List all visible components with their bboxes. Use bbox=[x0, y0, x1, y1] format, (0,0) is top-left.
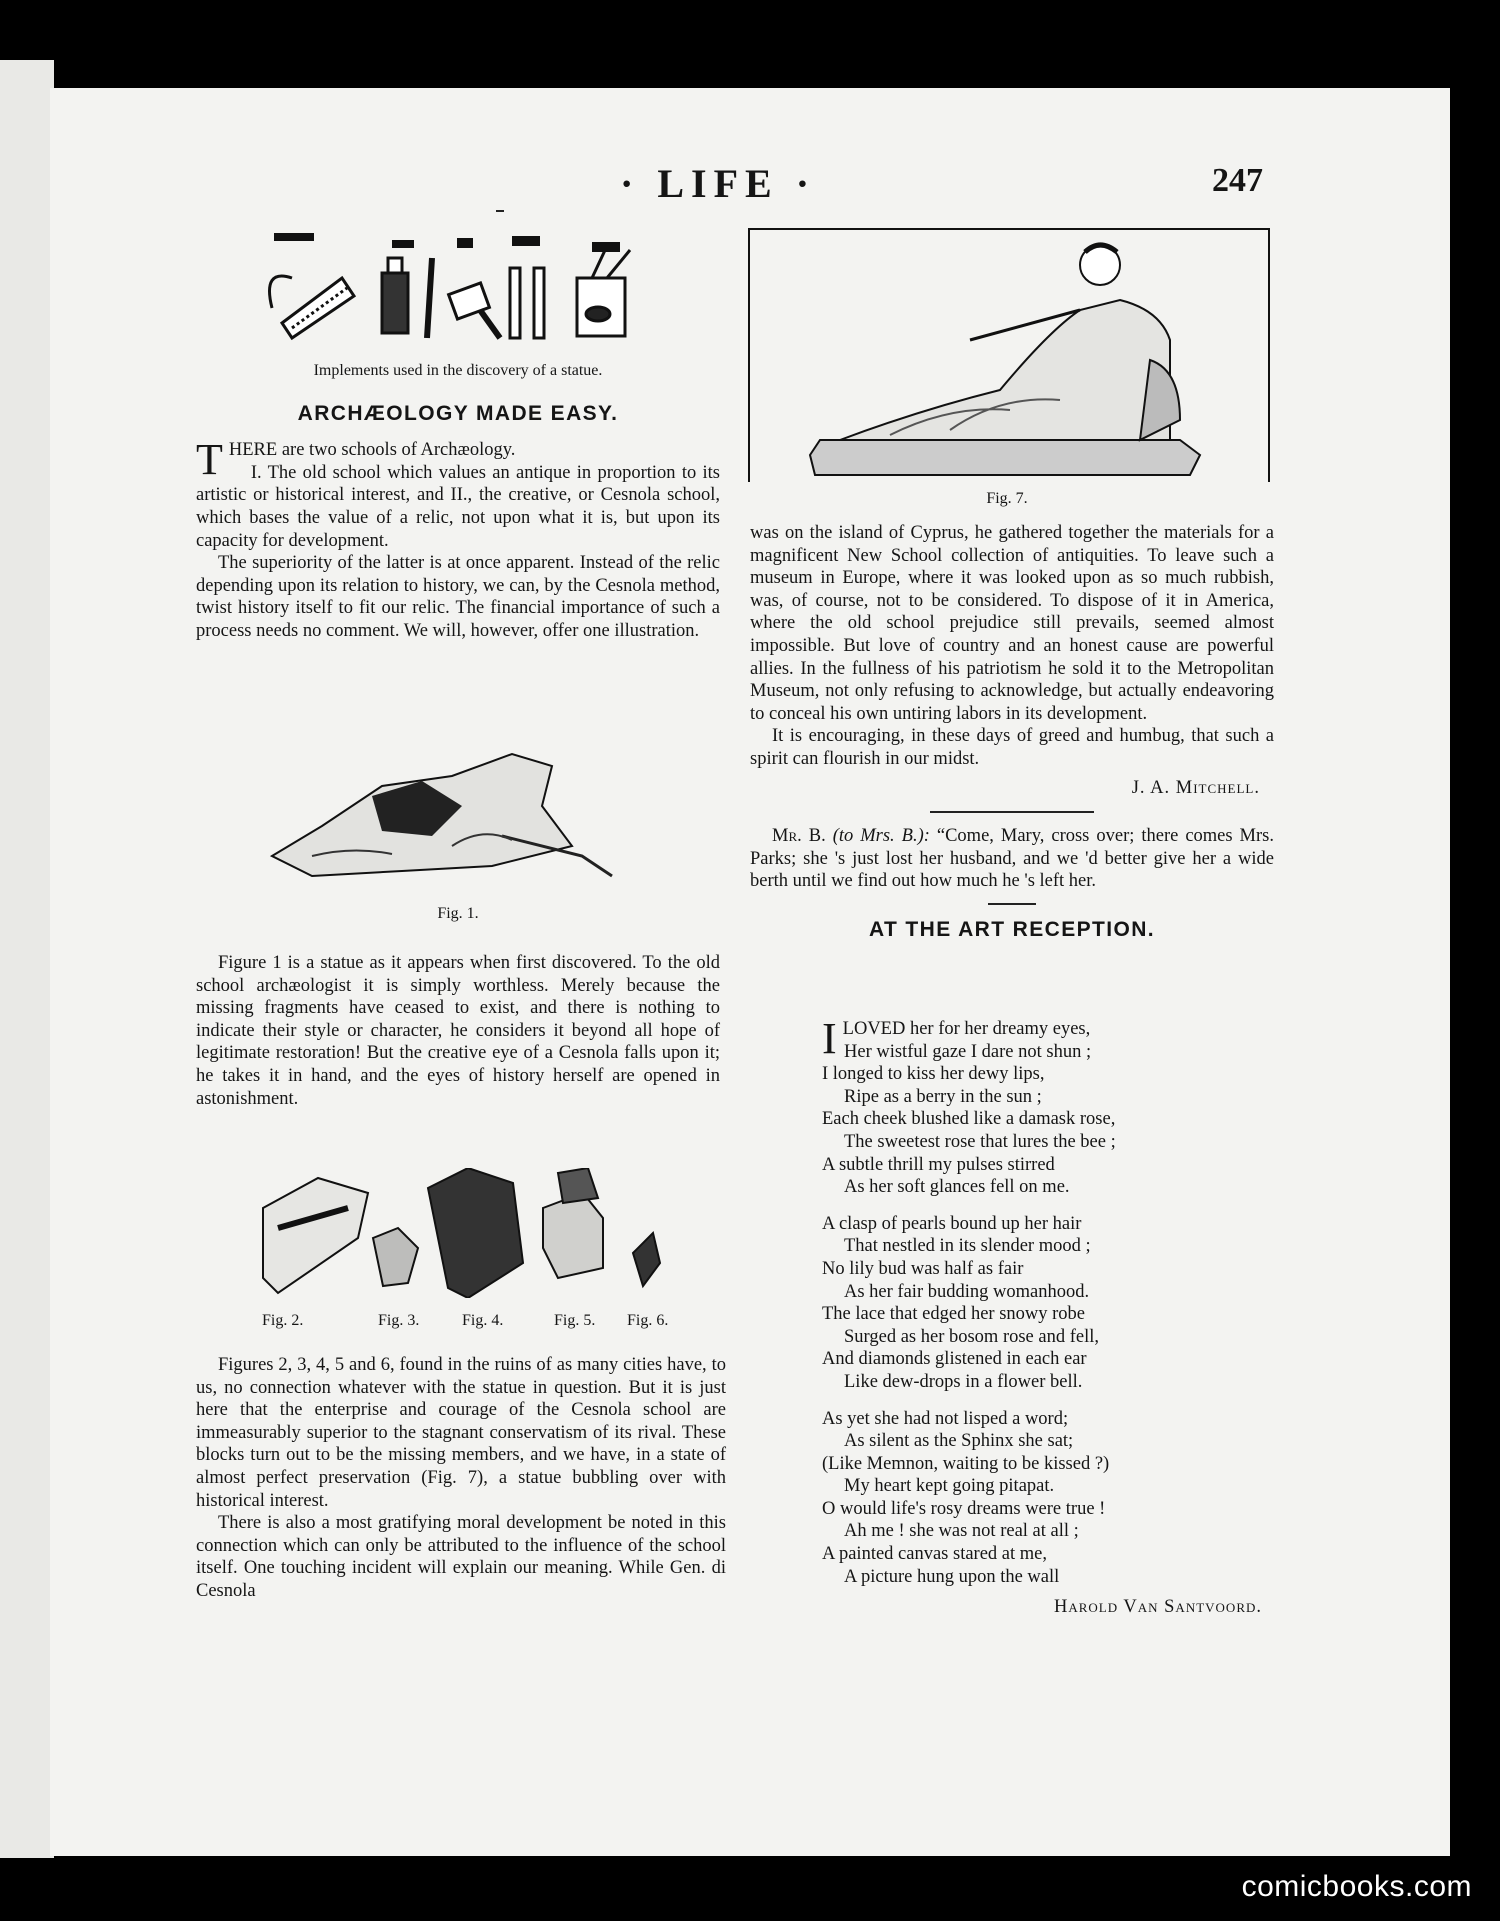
section-rule-short bbox=[988, 903, 1036, 905]
intro-paragraph: THERE are two schools of Archæology. bbox=[196, 435, 516, 485]
implements-caption: Implements used in the discovery of a statue. bbox=[313, 362, 603, 379]
paragraph-schools: I. The old school which values an antique in proportion to its artistic or historical interest, and II., the creative, or Cesnola school, which bases the value of a relic, not upon what it is, but upon its capacity for development. bbox=[196, 462, 720, 551]
poem-line: Ah me ! she was not real at all ; bbox=[844, 1521, 1079, 1542]
poem-line: As her soft glances fell on me. bbox=[844, 1177, 1070, 1198]
fig-1-relic-illustration bbox=[252, 736, 672, 896]
left-column bbox=[196, 360, 720, 643]
poem-line: The lace that edged her snowy robe bbox=[822, 1304, 1086, 1325]
section-rule bbox=[930, 811, 1094, 813]
poem-line: And diamonds glistened in each ear bbox=[822, 1349, 1087, 1370]
watermark: comicbooks.com bbox=[1241, 1870, 1472, 1903]
page-number: 247 bbox=[1212, 162, 1263, 199]
left-column-bottom bbox=[196, 1354, 726, 1603]
fig-1-caption: Fig. 1. bbox=[437, 905, 479, 922]
poem-drop-cap: I bbox=[822, 1014, 837, 1063]
fig-7-caption: Fig. 7. bbox=[986, 490, 1028, 507]
article-heading: ARCHÆOLOGY MADE EASY. bbox=[297, 401, 619, 425]
poem-line: That nestled in its slender mood ; bbox=[844, 1236, 1091, 1257]
poem-line: A painted canvas stared at me, bbox=[822, 1544, 1047, 1565]
poem-line: A picture hung upon the wall bbox=[844, 1566, 1060, 1587]
poem bbox=[822, 1014, 1262, 1619]
poem-line: O would life's rosy dreams were true ! bbox=[822, 1498, 1106, 1519]
fig-7-statue-illustration bbox=[800, 240, 1220, 480]
poem-line: As her fair budding womanhood. bbox=[844, 1281, 1090, 1302]
running-head-title: · LIFE · bbox=[620, 161, 817, 206]
fig-6-caption: Fig. 6. bbox=[627, 1312, 669, 1329]
poem-line: The sweetest rose that lures the bee ; bbox=[844, 1131, 1116, 1152]
poem-line: Each cheek blushed like a damask rose, bbox=[822, 1109, 1116, 1130]
poem-line: A clasp of pearls bound up her hair bbox=[822, 1213, 1082, 1234]
drop-cap: T bbox=[196, 435, 223, 485]
paragraph-figure-one: Figure 1 is a statue as it appears when first discovered. To the old school archæologist it is simply worthless. Merely because the missing fragments have ceased to exist, and there is nothing to indicate their style or character, he considers it beyond all hope of legitimate restoration! But the creative eye of a Cesnola falls upon it; he takes it in hand, and the eyes of history herself are opened in astonishment. bbox=[196, 953, 720, 1109]
left-column-middle bbox=[196, 952, 720, 1110]
poem-stanza bbox=[822, 1014, 1262, 1199]
poem-line: Ripe as a berry in the sun ; bbox=[844, 1086, 1042, 1107]
page-gutter bbox=[0, 60, 54, 1860]
signature-van-santvoord: Harold Van Santvoord. bbox=[1053, 1597, 1262, 1618]
poem-line: ILOVED her for her dreamy eyes, bbox=[822, 1014, 1091, 1063]
figs-2-to-6-illustration bbox=[258, 1168, 678, 1298]
poem-stanza bbox=[822, 1213, 1262, 1394]
fig-5-caption: Fig. 5. bbox=[554, 1312, 596, 1329]
paragraph-superiority: The superiority of the latter is at once apparent. Instead of the relic depending upon its relation to history, we can, by the Cesnola method, twist history itself to fit our relic. The financial importance of such a process needs no comment. We will, however, offer one illustration. bbox=[196, 553, 720, 641]
poem-heading: AT THE ART RECEPTION. bbox=[868, 917, 1156, 941]
paragraph-joke: Mr. B. (to Mrs. B.): “Come, Mary, cross over; there comes Mrs. Parks; she 's just lost her husband, and we 'd better give her a wide berth until we find out how much he 's left her. bbox=[750, 826, 1274, 892]
poem-line: (Like Memnon, waiting to be kissed ?) bbox=[822, 1453, 1110, 1474]
poem-line: Her wistful gaze I dare not shun ; bbox=[844, 1041, 1092, 1062]
poem-line: Surged as her bosom rose and fell, bbox=[844, 1326, 1100, 1347]
poem-line: No lily bud was half as fair bbox=[822, 1258, 1024, 1279]
paragraph-encouraging: It is encouraging, in these days of greed and humbug, that such a spirit can flourish in our midst. bbox=[750, 726, 1274, 769]
paragraph-cyprus: was on the island of Cyprus, he gathered together the materials for a magnificent New School collection of antiquities. To leave such a museum in Europe, where it was looked upon as so much rubbish, was, of course, not to be considered. To dispose of it in America, where the old school prejudice still prevails, seemed almost impossible. But love of country and an honest cause are powerful allies. In the fullness of his patriotism he sold it to the Metropolitan Museum, not only refusing to acknowledge, but actually endeavoring to conceal his own untiring labors in its development. bbox=[750, 523, 1274, 724]
fig-2-caption: Fig. 2. bbox=[262, 1312, 304, 1329]
paragraph-figures: Figures 2, 3, 4, 5 and 6, found in the ruins of as many cities have, to us, no connection whatever with the statue in question. But it is just here that the enterprise and courage of the Cesnola school are immeasurably superior to the stagnant conservatism of its rival. These blocks turn out to be the missing members, and we have, in a state of almost perfect preservation (Fig. 7), a statue bubbling over with historical interest. bbox=[196, 1355, 726, 1511]
poem-line: I longed to kiss her dewy lips, bbox=[822, 1064, 1045, 1085]
paragraph-moral: There is also a most gratifying moral development be noted in this connection which can only be attributed to the influence of the school itself. One touching incident will explain our meaning. While Gen. di Cesnola bbox=[196, 1513, 726, 1601]
implements-illustration bbox=[262, 228, 662, 348]
fig-3-caption: Fig. 3. bbox=[378, 1312, 420, 1329]
poem-line: A subtle thrill my pulses stirred bbox=[822, 1154, 1055, 1175]
poem-line: Like dew-drops in a flower bell. bbox=[844, 1371, 1083, 1392]
poem-line: As yet she had not lisped a word; bbox=[822, 1408, 1069, 1429]
poem-line: My heart kept going pitapat. bbox=[844, 1476, 1055, 1497]
poem-line: As silent as the Sphinx she sat; bbox=[844, 1431, 1074, 1452]
fig-4-caption: Fig. 4. bbox=[462, 1312, 504, 1329]
header-dash bbox=[496, 210, 504, 212]
signature-mitchell: J. A. Mitchell. bbox=[1131, 777, 1260, 798]
poem-stanza bbox=[822, 1408, 1262, 1589]
right-column bbox=[750, 522, 1274, 952]
